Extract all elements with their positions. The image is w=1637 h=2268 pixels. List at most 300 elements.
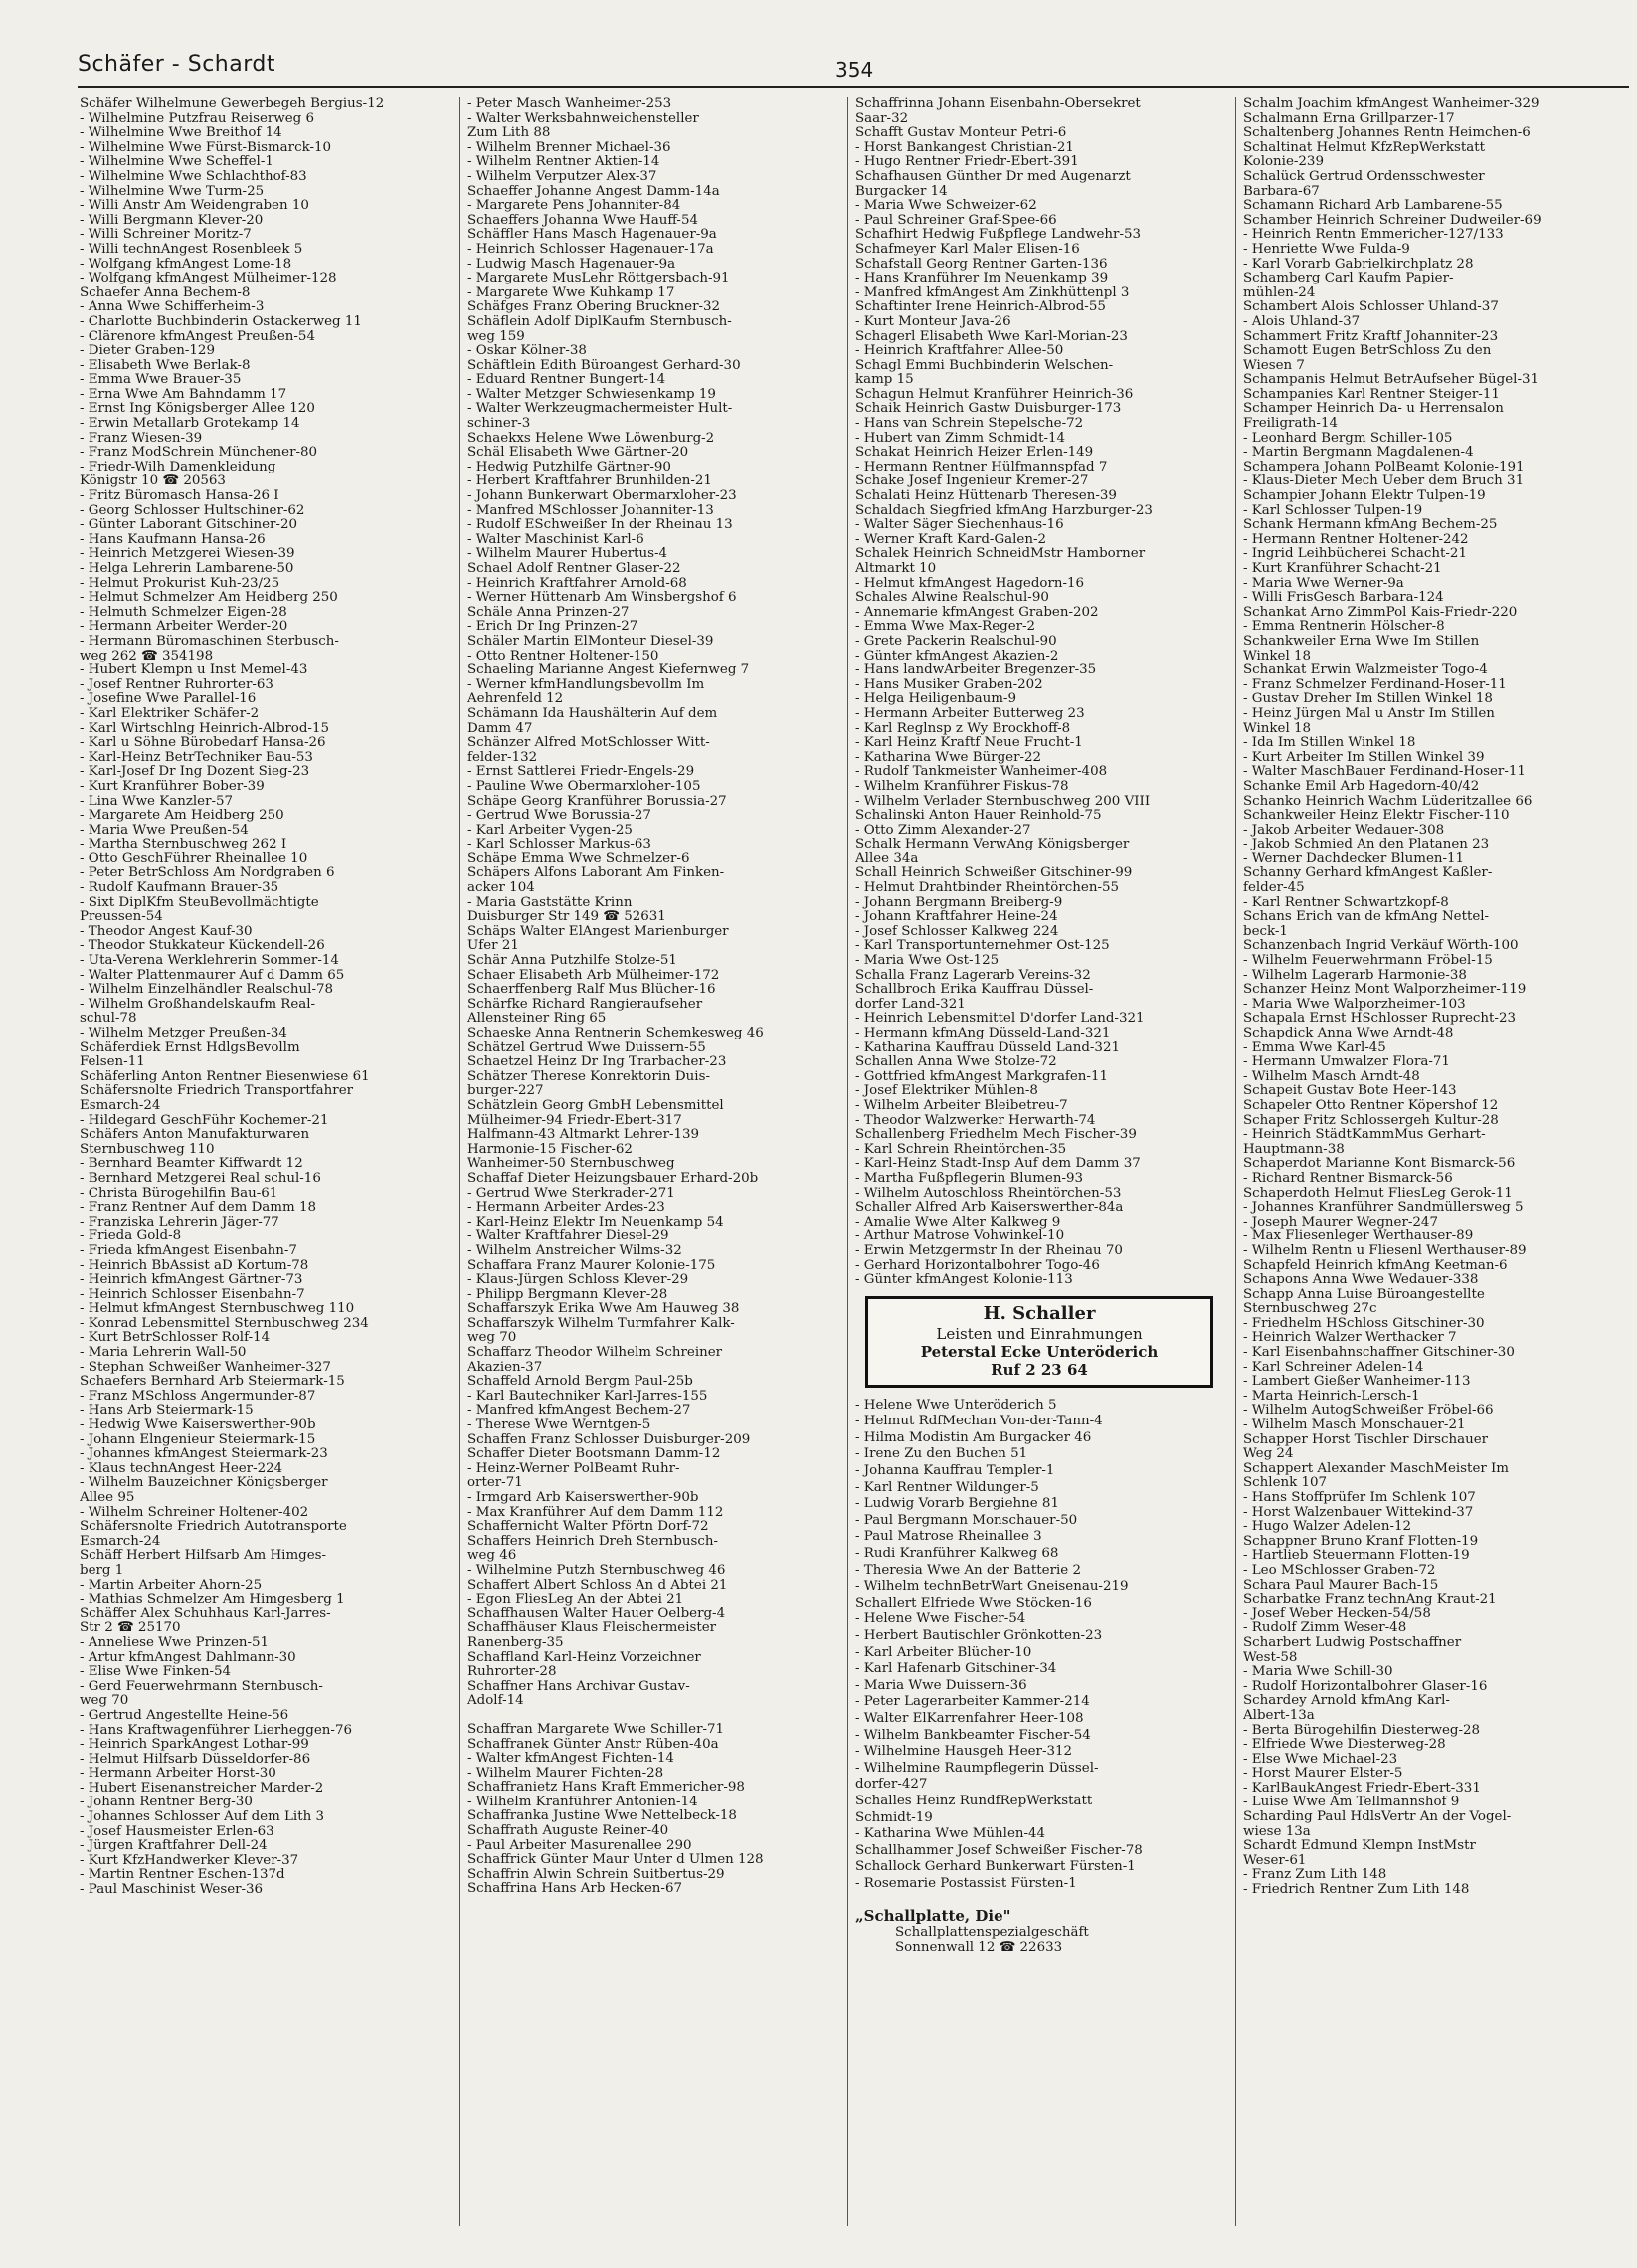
directory-entry: - Walter ElKarrenfahrer Heer-108 bbox=[855, 1710, 1084, 1726]
directory-entry: Schanny Gerhard kfmAngest Kaßler- bbox=[1243, 866, 1493, 881]
directory-entry: - Hubert van Zimm Schmidt-14 bbox=[855, 431, 1066, 446]
directory-entry: - Karl Schreiner Adelen-14 bbox=[1243, 1360, 1424, 1375]
directory-entry: - Hugo Rentner Friedr-Ebert-391 bbox=[855, 155, 1079, 170]
directory-entry: Schaffen Franz Schlosser Duisburger-209 bbox=[467, 1432, 751, 1447]
directory-entry: Schaeling Marianne Angest Kiefernweg 7 bbox=[467, 663, 750, 678]
directory-entry: Schapper Horst Tischler Dirschauer bbox=[1243, 1432, 1489, 1447]
directory-entry: Schaffrina Hans Arb Hecken-67 bbox=[467, 1882, 682, 1897]
directory-entry: - Heinrich StädtKammMus Gerhart- bbox=[1243, 1128, 1486, 1143]
directory-entry: Schallert Elfriede Wwe Stöcken-16 bbox=[855, 1595, 1092, 1610]
directory-entry: - Maria Wwe Preußen-54 bbox=[80, 823, 249, 838]
notice-title: „Schallplatte, Die" bbox=[855, 1906, 1011, 1925]
directory-entry: - Karl Rentner Wildunger-5 bbox=[855, 1479, 1039, 1495]
directory-entry: - Klaus technAngest Heer-224 bbox=[80, 1461, 283, 1476]
directory-entry: - Ida Im Stillen Winkel 18 bbox=[1243, 736, 1416, 751]
directory-entry: - Werner kfmHandlungsbevollm Im bbox=[467, 677, 705, 692]
directory-entry: - Walter Säger Siechenhaus-16 bbox=[855, 518, 1064, 533]
page-header bbox=[0, 0, 1637, 90]
directory-entry: Schäffer Alex Schuhhaus Karl-Jarres- bbox=[80, 1606, 331, 1621]
directory-entry: - Rudolf Zimm Weser-48 bbox=[1243, 1621, 1407, 1636]
directory-entry: - Manfred kfmAngest Am Zinkhüttenpl 3 bbox=[855, 285, 1130, 300]
directory-entry: - Wilhelmine Raumpflegerin Düssel- bbox=[855, 1760, 1099, 1776]
directory-entry: dorfer Land-321 bbox=[855, 997, 966, 1012]
directory-entry: Schäflein Adolf DiplKaufm Sternbusch- bbox=[467, 314, 732, 329]
directory-entry: Schalück Gertrud Ordensschwester bbox=[1243, 169, 1485, 184]
directory-entry: - Hermann Arbeiter Werder-20 bbox=[80, 620, 288, 635]
directory-entry: - Rudolf Tankmeister Wanheimer-408 bbox=[855, 765, 1108, 780]
directory-entry: Allee 95 bbox=[80, 1491, 135, 1505]
directory-entry: Schäferdiek Ernst HdlgsBevollm bbox=[80, 1040, 300, 1055]
directory-entry: - Helga Lehrerin Lambarene-50 bbox=[80, 562, 294, 576]
directory-entry: - Werner Kraft Kard-Galen-2 bbox=[855, 532, 1047, 547]
directory-entry: Allensteiner Ring 65 bbox=[467, 1012, 607, 1027]
directory-entry: - Kurt BetrSchlosser Rolf-14 bbox=[80, 1331, 271, 1346]
directory-entry: - Helmut kfmAngest Sternbuschweg 110 bbox=[80, 1302, 355, 1317]
directory-entry: - Josef Rentner Ruhrorter-63 bbox=[80, 677, 273, 692]
directory-entry: Schäferling Anton Rentner Biesenwiese 61 bbox=[80, 1069, 370, 1084]
directory-entry: - Karl-Heinz BetrTechniker Bau-53 bbox=[80, 750, 313, 765]
directory-entry: - Oskar Kölner-38 bbox=[467, 344, 587, 359]
directory-entry: - Wilhelmine Hausgeh Heer-312 bbox=[855, 1744, 1073, 1760]
directory-entry: - Wilhelm Bauzeichner Königsberger bbox=[80, 1476, 328, 1491]
directory-entry: Schankweiler Heinz Elektr Fischer-110 bbox=[1243, 809, 1510, 824]
directory-entry: Schaffara Franz Maurer Kolonie-175 bbox=[467, 1258, 716, 1273]
directory-entry: - Franz ModSchrein Münchener-80 bbox=[80, 446, 318, 461]
directory-entry: - Annemarie kfmAngest Graben-202 bbox=[855, 605, 1099, 620]
directory-entry: - Elfriede Wwe Diesterweg-28 bbox=[1243, 1738, 1446, 1753]
directory-entry: Schamann Richard Arb Lambarene-55 bbox=[1243, 199, 1503, 214]
directory-entry: - Georg Schlosser Hultschiner-62 bbox=[80, 503, 305, 518]
directory-entry: - Karl Hafenarb Gitschiner-34 bbox=[855, 1661, 1057, 1677]
directory-entry: - Margarete MusLehr Röttgersbach-91 bbox=[467, 272, 730, 286]
directory-entry: - Hubert Eisenanstreicher Marder-2 bbox=[80, 1781, 324, 1796]
directory-entry: - Franz MSchloss Angermunder-87 bbox=[80, 1389, 316, 1404]
directory-entry: West-58 bbox=[1243, 1650, 1298, 1665]
directory-entry: Schaerffenberg Ralf Mus Blücher-16 bbox=[467, 983, 716, 998]
directory-entry: Schafhausen Günther Dr med Augenarzt bbox=[855, 169, 1131, 184]
directory-entry: wiese 13a bbox=[1243, 1824, 1311, 1839]
directory-entry: - Paul Matrose Rheinallee 3 bbox=[855, 1529, 1042, 1545]
directory-entry: Str 2 ☎ 25170 bbox=[80, 1621, 181, 1636]
directory-entry: - Friedhelm HSchloss Gitschiner-30 bbox=[1243, 1316, 1485, 1331]
directory-column-1 bbox=[80, 97, 448, 2246]
directory-entry: Schamberg Carl Kaufm Papier- bbox=[1243, 272, 1454, 286]
directory-entry: - Clärenore kfmAngest Preußen-54 bbox=[80, 329, 315, 344]
directory-entry: - Rudi Kranführer Kalkweg 68 bbox=[855, 1546, 1059, 1562]
directory-entry: - Wilhelm AutogSchweißer Fröbel-66 bbox=[1243, 1404, 1494, 1418]
directory-entry: Schaffarszyk Erika Wwe Am Hauweg 38 bbox=[467, 1302, 740, 1317]
directory-entry: Winkel 18 bbox=[1243, 649, 1312, 663]
directory-entry: Schätzer Therese Konrektorin Duis- bbox=[467, 1069, 710, 1084]
directory-entry: Schampanis Helmut BetrAufseher Bügel-31 bbox=[1243, 373, 1540, 388]
directory-entry: - Heinrich kfmAngest Gärtner-73 bbox=[80, 1273, 303, 1288]
directory-entry: - Kurt Arbeiter Im Stillen Winkel 39 bbox=[1243, 750, 1485, 765]
directory-entry: Schaekxs Helene Wwe Löwenburg-2 bbox=[467, 431, 715, 446]
directory-entry: - Wilhelmine Putzfrau Reiserweg 6 bbox=[80, 111, 315, 126]
directory-entry: - Josef Schlosser Kalkweg 224 bbox=[855, 924, 1059, 939]
directory-entry: Schalinski Anton Hauer Reinhold-75 bbox=[855, 809, 1102, 824]
directory-entry: Sternbuschweg 27c bbox=[1243, 1302, 1377, 1317]
directory-entry: - Gustav Dreher Im Stillen Winkel 18 bbox=[1243, 692, 1493, 707]
directory-entry: - Maria Wwe Ost-125 bbox=[855, 954, 1000, 969]
directory-entry: - Werner Dachdecker Blumen-11 bbox=[1243, 851, 1465, 866]
directory-entry: - Kurt Kranführer Bober-39 bbox=[80, 779, 265, 794]
directory-entry: - Manfred kfmAngest Bechem-27 bbox=[467, 1404, 691, 1418]
directory-entry: - Otto Zimm Alexander-27 bbox=[855, 823, 1031, 838]
directory-entry: - Ludwig Masch Hagenauer-9a bbox=[467, 257, 676, 272]
directory-entry: Schaffers Heinrich Dreh Sternbusch- bbox=[467, 1534, 718, 1549]
column-separator bbox=[1235, 97, 1236, 2226]
directory-entry: Schallenberg Friedhelm Mech Fischer-39 bbox=[855, 1128, 1137, 1143]
directory-entry: - Wolfgang kfmAngest Lome-18 bbox=[80, 257, 292, 272]
directory-entry bbox=[467, 1709, 835, 1723]
directory-entry: Wiesen 7 bbox=[1243, 358, 1305, 373]
directory-entry: Schätzlein Georg GmbH Lebensmittel bbox=[467, 1098, 724, 1113]
directory-entry: - Johann Bergmann Breiberg-9 bbox=[855, 895, 1063, 910]
directory-entry: - Wilhelm Arbeiter Bleibetreu-7 bbox=[855, 1098, 1068, 1113]
directory-entry: - Hedwig Wwe Kaiserswerther-90b bbox=[80, 1418, 316, 1433]
directory-entry: - Wilhelm Kranführer Fiskus-78 bbox=[855, 779, 1069, 794]
directory-entry: - Johannes Kranführer Sandmüllersweg 5 bbox=[1243, 1201, 1524, 1216]
directory-entry: Schäfer Wilhelmune Gewerbegeh Bergius-12 bbox=[80, 97, 385, 111]
directory-entry: - Heinrich Walzer Werthacker 7 bbox=[1243, 1331, 1457, 1346]
directory-entry: Schaffrath Auguste Reiner-40 bbox=[467, 1824, 669, 1839]
directory-entry: - Willi FrisGesch Barbara-124 bbox=[1243, 591, 1444, 606]
directory-entry: - Charlotte Buchbinderin Ostackerweg 11 bbox=[80, 314, 362, 329]
directory-entry: - Christa Bürogehilfin Bau-61 bbox=[80, 1186, 278, 1201]
directory-entry: Freiligrath-14 bbox=[1243, 417, 1338, 432]
directory-entry: - Theresia Wwe An der Batterie 2 bbox=[855, 1562, 1081, 1578]
directory-entry: - Sixt DiplKfm SteuBevollmächtigte bbox=[80, 895, 319, 910]
directory-entry: Schamper Heinrich Da- u Herrensalon bbox=[1243, 402, 1504, 417]
directory-entry: - Klaus-Jürgen Schloss Klever-29 bbox=[467, 1273, 689, 1288]
directory-entry: - Bernhard Beamter Kiffwardt 12 bbox=[80, 1157, 303, 1172]
directory-entry: Schakat Heinrich Heizer Erlen-149 bbox=[855, 446, 1094, 461]
directory-entry: - Heinrich Kraftfahrer Arnold-68 bbox=[467, 576, 687, 591]
directory-entry: - Hermann Umwalzer Flora-71 bbox=[1243, 1055, 1450, 1070]
directory-entry: - Maria Wwe Werner-9a bbox=[1243, 576, 1404, 591]
directory-entry: Schafstall Georg Rentner Garten-136 bbox=[855, 257, 1108, 272]
directory-entry: - Max Fliesenleger Werthauser-89 bbox=[1243, 1229, 1474, 1244]
directory-entry: Schans Erich van de kfmAng Nettel- bbox=[1243, 910, 1490, 925]
directory-entry: - Willi technAngest Rosenbleek 5 bbox=[80, 242, 303, 257]
directory-entry: Schaffner Hans Archivar Gustav- bbox=[467, 1679, 690, 1694]
directory-entry: felder-132 bbox=[467, 750, 538, 765]
directory-entry: - Kurt KfzHandwerker Klever-37 bbox=[80, 1853, 299, 1868]
directory-entry: - Günter kfmAngest Kolonie-113 bbox=[855, 1273, 1073, 1288]
directory-entry: Schanko Heinrich Wachm Lüderitzallee 66 bbox=[1243, 794, 1533, 809]
directory-entry: - Heinrich Rentn Emmericher-127/133 bbox=[1243, 228, 1504, 243]
directory-entry: - Erwin Metallarb Grotekamp 14 bbox=[80, 417, 300, 432]
directory-entry: Schardt Edmund Klempn InstMstr bbox=[1243, 1839, 1476, 1854]
directory-entry: - Leo MSchlosser Graben-72 bbox=[1243, 1563, 1436, 1578]
directory-entry: - Willi Anstr Am Weidengraben 10 bbox=[80, 199, 309, 214]
directory-entry: acker 104 bbox=[467, 881, 535, 896]
directory-entry: Halfmann-43 Altmarkt Lehrer-139 bbox=[467, 1128, 700, 1143]
directory-entry: - Karl-Heinz Stadt-Insp Auf dem Damm 37 bbox=[855, 1157, 1141, 1172]
directory-entry: Burgacker 14 bbox=[855, 184, 948, 199]
directory-entry: Schank Hermann kfmAng Bechem-25 bbox=[1243, 518, 1498, 533]
directory-entry: Schaeffers Johanna Wwe Hauff-54 bbox=[467, 213, 698, 228]
directory-entry: - Karl Eisenbahnschaffner Gitschiner-30 bbox=[1243, 1346, 1515, 1361]
directory-entry: - Artur kfmAngest Dahlmann-30 bbox=[80, 1650, 296, 1665]
notice-line-1: Schallplattenspezialgeschäft bbox=[895, 1924, 1089, 1940]
directory-entry: Schärfke Richard Rangieraufseher bbox=[467, 997, 703, 1012]
schaller-advertisement bbox=[865, 1296, 1213, 1388]
directory-entry: Schaper Fritz Schlossergeh Kultur-28 bbox=[1243, 1113, 1499, 1128]
directory-entry: Schäps Walter ElAngest Marienburger bbox=[467, 924, 729, 939]
directory-entry: - Hans landwArbeiter Bregenzer-35 bbox=[855, 663, 1097, 678]
directory-entry: - Wilhelmine Putzh Sternbuschweg 46 bbox=[467, 1563, 726, 1578]
directory-entry: - Heinrich Schlosser Eisenbahn-7 bbox=[80, 1287, 305, 1302]
directory-entry: - Wilhelm Rentn u Fliesenl Werthauser-89 bbox=[1243, 1243, 1527, 1258]
directory-entry: - Heinz-Werner PolBeamt Ruhr- bbox=[467, 1461, 680, 1476]
directory-entry: - Josef Hausmeister Erlen-63 bbox=[80, 1824, 274, 1839]
directory-entry: Schaffranka Justine Wwe Nettelbeck-18 bbox=[467, 1809, 737, 1824]
directory-entry: Schäle Anna Prinzen-27 bbox=[467, 605, 630, 620]
directory-entry: - Maria Wwe Schill-30 bbox=[1243, 1665, 1393, 1680]
directory-entry: - Leonhard Bergm Schiller-105 bbox=[1243, 431, 1453, 446]
directory-entry: - KarlBaukAngest Friedr-Ebert-331 bbox=[1243, 1781, 1481, 1796]
directory-entry: - Wilhelm Maurer Hubertus-4 bbox=[467, 547, 668, 562]
directory-column-4 bbox=[1243, 97, 1611, 2246]
directory-entry: Schamott Eugen BetrSchloss Zu den bbox=[1243, 344, 1492, 359]
directory-entry: Schaperdot Marianne Kont Bismarck-56 bbox=[1243, 1157, 1516, 1172]
directory-entry: - Henriette Wwe Fulda-9 bbox=[1243, 242, 1410, 257]
directory-entry: - Rosemarie Postassist Fürsten-1 bbox=[855, 1875, 1077, 1891]
directory-entry: - Karl Vorarb Gabrielkirchplatz 28 bbox=[1243, 257, 1474, 272]
directory-entry: Schapfeld Heinrich kfmAng Keetman-6 bbox=[1243, 1258, 1508, 1273]
directory-entry: - Günter Laborant Gitschiner-20 bbox=[80, 518, 297, 533]
directory-entry: berg 1 bbox=[80, 1563, 124, 1578]
directory-entry: Schafmeyer Karl Maler Elisen-16 bbox=[855, 242, 1080, 257]
directory-entry: - Heinrich Kraftfahrer Allee-50 bbox=[855, 344, 1064, 359]
directory-entry: - Wilhelm Kranführer Antonien-14 bbox=[467, 1795, 698, 1809]
directory-entry: - Helene Wwe Unteröderich 5 bbox=[855, 1397, 1057, 1413]
directory-entry: - Hermann Rentner Hülfmannspfad 7 bbox=[855, 460, 1108, 474]
directory-entry: - Max Kranführer Auf dem Damm 112 bbox=[467, 1505, 724, 1520]
directory-entry: - Karl-Heinz Elektr Im Neuenkamp 54 bbox=[467, 1215, 724, 1229]
directory-entry: - Ingrid Leihbücherei Schacht-21 bbox=[1243, 547, 1467, 562]
directory-entry: - Horst Walzenbauer Wittekind-37 bbox=[1243, 1505, 1474, 1520]
directory-entry: - Wilhelm Bankbeamter Fischer-54 bbox=[855, 1727, 1091, 1743]
directory-entry: - Elise Wwe Finken-54 bbox=[80, 1665, 232, 1680]
directory-entry: Schätzel Gertrud Wwe Duissern-55 bbox=[467, 1040, 706, 1055]
directory-entry: - Paul Bergmann Monschauer-50 bbox=[855, 1512, 1078, 1528]
ad-phone: Ruf 2 23 64 bbox=[991, 1360, 1088, 1379]
directory-entry: - Theodor Walzwerker Herwarth-74 bbox=[855, 1113, 1096, 1128]
directory-entry: - Otto Rentner Holtener-150 bbox=[467, 649, 659, 663]
directory-entry: - Johann Elngenieur Steiermark-15 bbox=[80, 1432, 316, 1447]
directory-entry: - Helmut Drahtbinder Rheintörchen-55 bbox=[855, 881, 1120, 896]
directory-entry: Schall Heinrich Schweißer Gitschiner-99 bbox=[855, 866, 1133, 881]
directory-entry: - Ernst Ing Königsberger Allee 120 bbox=[80, 402, 315, 417]
directory-entry: Schara Paul Maurer Bach-15 bbox=[1243, 1578, 1439, 1593]
directory-entry: - Heinrich Lebensmittel D'dorfer Land-321 bbox=[855, 1012, 1145, 1027]
directory-entry: Schaik Heinrich Gastw Duisburger-173 bbox=[855, 402, 1122, 417]
directory-entry: - Karl Schrein Rheintörchen-35 bbox=[855, 1142, 1067, 1157]
directory-entry: - Horst Maurer Elster-5 bbox=[1243, 1767, 1403, 1782]
directory-entry: - Helmut kfmAngest Hagedorn-16 bbox=[855, 576, 1085, 591]
directory-entry: - Mathias Schmelzer Am Himgesberg 1 bbox=[80, 1593, 345, 1607]
directory-entry: - Else Wwe Michael-23 bbox=[1243, 1752, 1398, 1767]
directory-entry: - Werner Hüttenarb Am Winsbergshof 6 bbox=[467, 591, 737, 606]
directory-entry: Ufer 21 bbox=[467, 939, 519, 954]
directory-entry: Felsen-11 bbox=[80, 1055, 145, 1070]
directory-entry: - Jakob Arbeiter Wedauer-308 bbox=[1243, 823, 1445, 838]
directory-entry: - Karl Rentner Schwartzkopf-8 bbox=[1243, 895, 1449, 910]
directory-entry: Schampanies Karl Rentner Steiger-11 bbox=[1243, 387, 1500, 402]
directory-entry: - Wilhelm Brenner Michael-36 bbox=[467, 140, 671, 155]
directory-entry: - Maria Lehrerin Wall-50 bbox=[80, 1346, 247, 1361]
directory-entry: Schankat Arno ZimmPol Kais-Friedr-220 bbox=[1243, 605, 1518, 620]
directory-entry: Allee 34a bbox=[855, 851, 919, 866]
directory-entry: Schappert Alexander MaschMeister Im bbox=[1243, 1461, 1510, 1476]
directory-entry: Schäl Elisabeth Wwe Gärtner-20 bbox=[467, 446, 689, 461]
directory-entry: - Erna Wwe Am Bahndamm 17 bbox=[80, 387, 287, 402]
directory-entry: - Johann Kraftfahrer Heine-24 bbox=[855, 910, 1058, 925]
directory-entry: - Heinrich Metzgerei Wiesen-39 bbox=[80, 547, 295, 562]
directory-entry: - Hermann Rentner Holtener-242 bbox=[1243, 532, 1469, 547]
directory-entry: Schapons Anna Wwe Wedauer-338 bbox=[1243, 1273, 1479, 1288]
directory-entry: Schappner Bruno Kranf Flotten-19 bbox=[1243, 1534, 1479, 1549]
directory-column-3 bbox=[855, 97, 1223, 2246]
directory-entry: - Heinrich BbAssist aD Kortum-78 bbox=[80, 1258, 309, 1273]
directory-entry: - Erwin Metzgermstr In der Rheinau 70 bbox=[855, 1243, 1123, 1258]
directory-entry: Esmarch-24 bbox=[80, 1534, 161, 1549]
directory-entry: - Bernhard Metzgerei Real schul-16 bbox=[80, 1171, 321, 1186]
directory-entry: - Karl Wirtschlng Heinrich-Albrod-15 bbox=[80, 721, 329, 736]
directory-entry: - Hildegard GeschFühr Kochemer-21 bbox=[80, 1113, 329, 1128]
directory-entry: weg 70 bbox=[467, 1331, 517, 1346]
directory-entry: - Walter Werkzeugmachermeister Hult- bbox=[467, 402, 733, 417]
directory-entry: - Martha Sternbuschweg 262 I bbox=[80, 838, 287, 852]
directory-entry: - Karl Arbeiter Vygen-25 bbox=[467, 823, 633, 838]
directory-entry: - Hartlieb Steuermann Flotten-19 bbox=[1243, 1549, 1470, 1564]
directory-entry: - Grete Packerin Realschul-90 bbox=[855, 634, 1057, 649]
directory-entry: Schäler Martin ElMonteur Diesel-39 bbox=[467, 634, 714, 649]
directory-entry: - Ernst Sattlerei Friedr-Engels-29 bbox=[467, 765, 695, 780]
directory-entry: - Irmgard Arb Kaiserswerther-90b bbox=[467, 1491, 699, 1505]
directory-entry: - Uta-Verena Werklehrerin Sommer-14 bbox=[80, 954, 339, 969]
directory-entry: - Alois Uhland-37 bbox=[1243, 314, 1361, 329]
directory-entry: - Lambert Gießer Wanheimer-113 bbox=[1243, 1375, 1471, 1390]
directory-entry: Schalm Joachim kfmAngest Wanheimer-329 bbox=[1243, 97, 1540, 111]
directory-entry: schul-78 bbox=[80, 1012, 137, 1027]
directory-entry: Schambert Alois Schlosser Uhland-37 bbox=[1243, 300, 1499, 315]
directory-entry: - Irene Zu den Buchen 51 bbox=[855, 1446, 1028, 1462]
directory-entry: Schäff Herbert Hilfsarb Am Himges- bbox=[80, 1549, 327, 1564]
directory-entry: Schamber Heinrich Schreiner Dudweiler-69 bbox=[1243, 213, 1542, 228]
directory-entry: Schaffland Karl-Heinz Vorzeichner bbox=[467, 1650, 701, 1665]
directory-entry: - Klaus-Dieter Mech Ueber dem Bruch 31 bbox=[1243, 474, 1525, 489]
directory-entry: - Hubert Klempn u Inst Memel-43 bbox=[80, 663, 308, 678]
directory-entry: - Helene Wwe Fischer-54 bbox=[855, 1611, 1026, 1627]
directory-entry: - Hilma Modistin Am Burgacker 46 bbox=[855, 1429, 1092, 1445]
directory-entry: Schagerl Elisabeth Wwe Karl-Morian-23 bbox=[855, 329, 1128, 344]
directory-entry: - Hans Arb Steiermark-15 bbox=[80, 1404, 254, 1418]
directory-entry: - Wilhelm Einzelhändler Realschul-78 bbox=[80, 983, 334, 998]
directory-entry: Preussen-54 bbox=[80, 910, 163, 925]
directory-entry: - Horst Bankangest Christian-21 bbox=[855, 140, 1074, 155]
directory-entry: - Gerhard Horizontalbohrer Togo-46 bbox=[855, 1258, 1100, 1273]
directory-entry: Schankat Erwin Walzmeister Togo-4 bbox=[1243, 663, 1488, 678]
directory-entry: - Wilhelm Verputzer Alex-37 bbox=[467, 169, 657, 184]
directory-entry: - Helmut Schmelzer Am Heidberg 250 bbox=[80, 591, 338, 606]
directory-entry: - Otto GeschFührer Rheinallee 10 bbox=[80, 851, 308, 866]
directory-entry: Scharbatke Franz technAng Kraut-21 bbox=[1243, 1593, 1497, 1607]
directory-entry: - Josefine Wwe Parallel-16 bbox=[80, 692, 257, 707]
directory-entry: Schämann Ida Haushälterin Auf dem bbox=[467, 706, 718, 721]
directory-entry: - Maria Wwe Walporzheimer-103 bbox=[1243, 997, 1466, 1012]
directory-entry: - Josef Elektriker Mühlen-8 bbox=[855, 1084, 1038, 1099]
directory-entry: Saar-32 bbox=[855, 111, 909, 126]
directory-column-2 bbox=[467, 97, 835, 2246]
directory-entry: - Günter kfmAngest Akazien-2 bbox=[855, 649, 1059, 663]
directory-entry: - Gottfried kfmAngest Markgrafen-11 bbox=[855, 1069, 1108, 1084]
directory-entry: Harmonie-15 Fischer-62 bbox=[467, 1142, 633, 1157]
directory-entry: Schänzer Alfred MotSchlosser Witt- bbox=[467, 736, 710, 751]
directory-entry: - Karl-Josef Dr Ing Dozent Sieg-23 bbox=[80, 765, 310, 780]
directory-entry: Schampier Johann Elektr Tulpen-19 bbox=[1243, 489, 1486, 504]
directory-entry: Schalati Heinz Hüttenarb Theresen-39 bbox=[855, 489, 1117, 504]
directory-entry: - Rudolf Kaufmann Brauer-35 bbox=[80, 881, 279, 896]
directory-entry: Schaffernicht Walter Pförtn Dorf-72 bbox=[467, 1520, 709, 1535]
directory-entry: - Wilhelm Autoschloss Rheintörchen-53 bbox=[855, 1186, 1122, 1201]
directory-entry: Schapp Anna Luise Büroangestellte bbox=[1243, 1287, 1485, 1302]
directory-entry: Schafft Gustav Monteur Petri-6 bbox=[855, 126, 1067, 141]
ad-company-name: H. Schaller bbox=[983, 1302, 1096, 1324]
directory-entry: weg 70 bbox=[80, 1694, 129, 1709]
directory-entry: - Herbert Kraftfahrer Brunhilden-21 bbox=[467, 474, 712, 489]
directory-entry: Schanke Emil Arb Hagedorn-40/42 bbox=[1243, 779, 1480, 794]
directory-entry: - Emma Wwe Max-Reger-2 bbox=[855, 620, 1036, 635]
directory-entry: weg 46 bbox=[467, 1549, 517, 1564]
directory-entry: - Paul Schreiner Graf-Spee-66 bbox=[855, 213, 1057, 228]
directory-entry: Schäpe Emma Wwe Schmelzer-6 bbox=[467, 851, 690, 866]
directory-entry: Schäfersnolte Friedrich Autotransporte bbox=[80, 1520, 347, 1535]
directory-entry: - Walter Maschinist Karl-6 bbox=[467, 532, 644, 547]
column-separator bbox=[459, 97, 460, 2226]
directory-entry: - Wilhelm Masch Monschauer-21 bbox=[1243, 1418, 1466, 1433]
directory-entry: - Hermann Arbeiter Horst-30 bbox=[80, 1767, 276, 1782]
directory-entry: - Friedrich Rentner Zum Lith 148 bbox=[1243, 1883, 1470, 1898]
directory-entry: - Franziska Lehrerin Jäger-77 bbox=[80, 1215, 279, 1229]
directory-entry: - Franz Zum Lith 148 bbox=[1243, 1868, 1387, 1883]
directory-entry: - Kurt Kranführer Schacht-21 bbox=[1243, 562, 1442, 576]
directory-entry: Aehrenfeld 12 bbox=[467, 692, 564, 707]
directory-entry: - Amalie Wwe Alter Kalkweg 9 bbox=[855, 1215, 1061, 1229]
directory-entry: Schaffrinna Johann Eisenbahn-Obersekret bbox=[855, 97, 1141, 111]
directory-entry: - Paul Maschinist Weser-36 bbox=[80, 1883, 264, 1898]
directory-entry: - Peter Lagerarbeiter Kammer-214 bbox=[855, 1694, 1090, 1710]
directory-entry: - Berta Bürogehilfin Diesterweg-28 bbox=[1243, 1723, 1481, 1738]
directory-entry: Schaftinter Irene Heinrich-Albrod-55 bbox=[855, 300, 1106, 315]
directory-entry: Schael Adolf Rentner Glaser-22 bbox=[467, 562, 681, 576]
directory-entry: - Peter BetrSchloss Am Nordgraben 6 bbox=[80, 866, 335, 881]
directory-entry: - Wilhelmine Wwe Fürst-Bismarck-10 bbox=[80, 140, 332, 155]
directory-entry: Schafhirt Hedwig Fußpflege Landwehr-53 bbox=[855, 228, 1142, 243]
directory-entry: - Hans Stoffprüfer Im Schlenk 107 bbox=[1243, 1491, 1476, 1505]
directory-entry: beck-1 bbox=[1243, 924, 1288, 939]
directory-entry: Schäffler Hans Masch Hagenauer-9a bbox=[467, 228, 717, 243]
directory-entry: - Gertrud Wwe Borussia-27 bbox=[467, 809, 651, 824]
directory-entry: - Eduard Rentner Bungert-14 bbox=[467, 373, 666, 388]
directory-entry: weg 262 ☎ 354198 bbox=[80, 649, 214, 663]
directory-entry: - Wilhelm Maurer Fichten-28 bbox=[467, 1766, 664, 1781]
directory-entry: - Martin Rentner Eschen-137d bbox=[80, 1868, 285, 1883]
directory-entry: Schallen Anna Wwe Stolze-72 bbox=[855, 1055, 1057, 1070]
